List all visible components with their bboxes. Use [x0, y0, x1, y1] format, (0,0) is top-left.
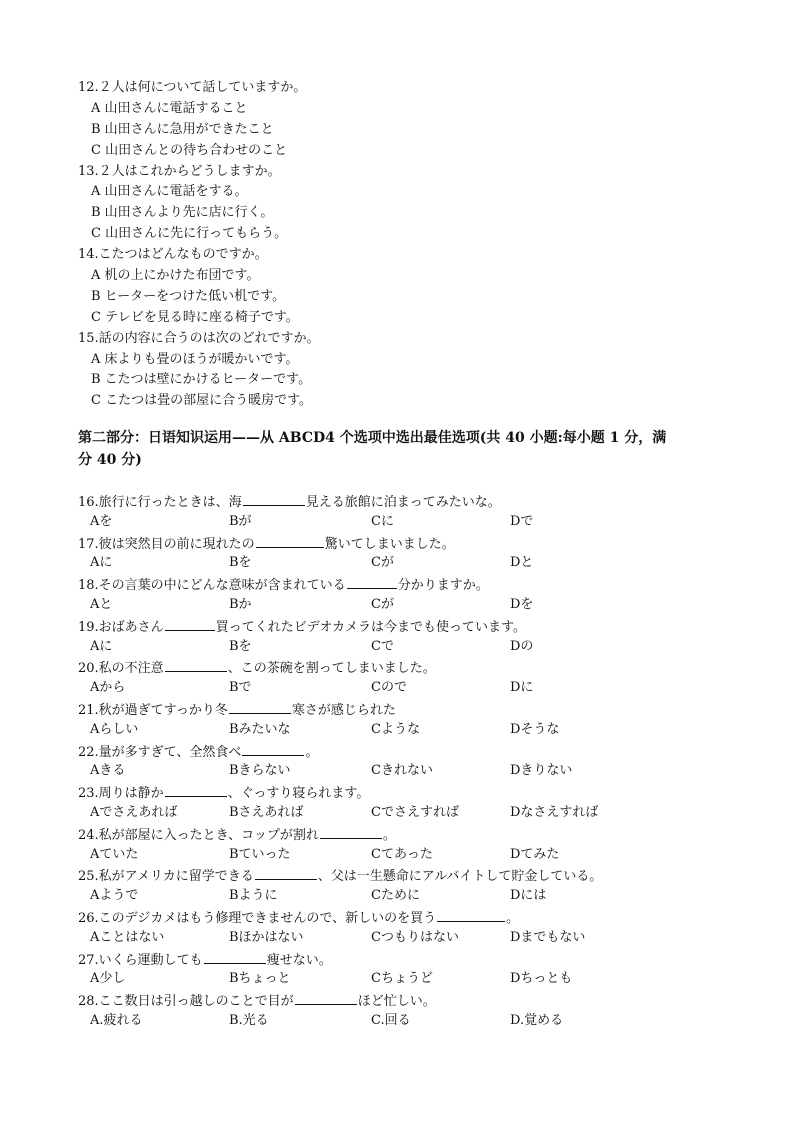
- choice-a: Aらしい: [90, 721, 139, 737]
- option-b: B ヒーターをつけた低い机です。: [91, 288, 286, 304]
- choice-c: Cでさえすれば: [371, 804, 459, 820]
- answer-blank: [165, 616, 215, 631]
- choice-d: Dまでもない: [510, 929, 586, 945]
- answer-blank: [320, 824, 382, 839]
- section-heading: [78, 427, 718, 471]
- choice-b: Bで: [229, 680, 252, 696]
- choice-row: [78, 761, 738, 782]
- option-a: A 机の上にかけた布団です。: [91, 268, 260, 284]
- choice-row: [78, 720, 738, 741]
- choice-d: Dそうな: [510, 721, 560, 737]
- choice-c: C.回る: [371, 1012, 411, 1028]
- choice-d: Dなさえすれば: [510, 804, 599, 820]
- choice-d: Dで: [510, 513, 534, 529]
- choice-c: Cために: [371, 888, 420, 904]
- choice-b: Bちょっと: [229, 971, 291, 987]
- choice-d: D.覚める: [510, 1012, 564, 1028]
- question-stem: 13.２人はこれからどうしますか。: [78, 163, 281, 179]
- choice-b: Bほかはない: [229, 929, 304, 945]
- answer-blank: [165, 657, 227, 672]
- choice-b: Bを: [229, 638, 252, 654]
- question-stem: 15.話の内容に合うのは次のどれですか。: [78, 330, 320, 346]
- choice-row: [78, 928, 738, 949]
- question-stem: 24.私が部屋に入ったとき、コップが割れ 。: [78, 824, 738, 845]
- section-title-line2: 分 40 分): [78, 452, 142, 468]
- question-stem: 21.秋が過ぎてすっかり冬 寒さが感じられた: [78, 699, 738, 720]
- question-stem: 22.量が多すぎて、全然食べ 。: [78, 741, 738, 762]
- answer-blank: [256, 533, 324, 548]
- choice-row: [78, 678, 738, 699]
- answer-blank: [295, 990, 357, 1005]
- choice-b: Bさえあれば: [229, 804, 304, 820]
- choice-row: [78, 1011, 738, 1032]
- option-c: C 山田さんに先に行ってもらう。: [91, 226, 288, 242]
- choice-row: [78, 803, 738, 824]
- question-stem: 27.いくら運動しても 痩せない。: [78, 949, 738, 970]
- choice-c: Cような: [371, 721, 420, 737]
- choice-a: Aから: [90, 680, 126, 696]
- choice-a: Aに: [90, 555, 113, 571]
- answer-blank: [243, 491, 305, 506]
- choice-row: [78, 595, 738, 616]
- choice-c: Cに: [371, 513, 394, 529]
- grammar-questions: [78, 491, 738, 1032]
- question-stem: 14.こたつはどんなものですか。: [78, 247, 268, 263]
- choice-a: Aていた: [90, 846, 139, 862]
- choice-b: Bを: [229, 555, 252, 571]
- choice-c: Cで: [371, 638, 394, 654]
- choice-a: Aようで: [90, 888, 139, 904]
- option-b: B 山田さんに急用ができたこと: [91, 121, 274, 137]
- choice-d: Dを: [510, 596, 534, 612]
- choice-d: Dてみた: [510, 846, 560, 862]
- section-title-line1: 第二部分：日语知识运用——从 ABCD4 个选项中选出最佳选项(共 40 小题:每小题 1 分，满: [78, 430, 667, 446]
- option-b: B 山田さんより先に店に行く。: [91, 205, 274, 221]
- choice-c: Cが: [371, 596, 394, 612]
- option-a: A 床よりも畳のほうが暖かいです。: [91, 351, 299, 367]
- option-a: A 山田さんに電話をする。: [91, 184, 248, 200]
- question-stem: 18.その言葉の中にどんな意味が含まれている 分かりますか。: [78, 574, 738, 595]
- option-a: A 山田さんに電話すること: [91, 100, 248, 116]
- choice-a: Aきる: [90, 763, 126, 779]
- choice-a: Aでさえあれば: [90, 804, 178, 820]
- choice-a: A.疲れる: [90, 1012, 143, 1028]
- choice-d: Dちっとも: [510, 971, 573, 987]
- choice-c: Cきれない: [371, 763, 433, 779]
- question-stem: 20.私の不注意 、この茶碗を割ってしまいました。: [78, 657, 738, 678]
- choice-a: A少し: [90, 971, 126, 987]
- choice-c: Cので: [371, 680, 407, 696]
- choice-c: Cちょうど: [371, 971, 433, 987]
- question-stem: 19.おばあさん 買ってくれたビデオカメラは今までも使っています。: [78, 616, 738, 637]
- choice-b: Bが: [229, 513, 252, 529]
- question-stem: 17.彼は突然目の前に現れたの 驚いてしまいました。: [78, 533, 738, 554]
- answer-blank: [437, 907, 505, 922]
- choice-a: Aと: [90, 596, 113, 612]
- choice-c: Cてあった: [371, 846, 433, 862]
- answer-blank: [229, 699, 291, 714]
- option-c: C 山田さんとの待ち合わせのこと: [91, 142, 288, 158]
- listening-questions: [78, 78, 738, 412]
- question-stem: 26.このデジカメはもう修理できませんので、新しいのを買う 。: [78, 907, 738, 928]
- choice-d: Dの: [510, 638, 534, 654]
- answer-blank: [204, 949, 266, 964]
- choice-row: [78, 969, 738, 990]
- choice-a: Aに: [90, 638, 113, 654]
- choice-d: Dと: [510, 555, 534, 571]
- question-stem: 28.ここ数日は引っ越しのことで目が ほど忙しい。: [78, 990, 738, 1011]
- choice-b: Bか: [229, 596, 252, 612]
- option-b: B こたつは壁にかけるヒーターです。: [91, 372, 312, 388]
- choice-b: Bきらない: [229, 763, 291, 779]
- choice-c: Cつもりはない: [371, 929, 459, 945]
- choice-row: [78, 512, 738, 533]
- choice-d: Dに: [510, 680, 534, 696]
- answer-blank: [255, 865, 317, 880]
- answer-blank: [165, 782, 227, 797]
- choice-a: Aことはない: [90, 929, 165, 945]
- answer-blank: [347, 574, 397, 589]
- choice-row: [78, 553, 738, 574]
- choice-a: Aを: [90, 513, 113, 529]
- question-stem: 25.私がアメリカに留学できる 、父は一生懸命にアルバイトして貯金している。: [78, 865, 738, 886]
- choice-d: Dには: [510, 888, 547, 904]
- choice-row: [78, 637, 738, 658]
- choice-row: [78, 886, 738, 907]
- option-c: C テレビを見る時に座る椅子です。: [91, 309, 299, 325]
- option-c: C こたつは畳の部屋に合う暖房です。: [91, 393, 313, 409]
- choice-b: Bみたいな: [229, 721, 291, 737]
- choice-c: Cが: [371, 555, 394, 571]
- question-stem: 16.旅行に行ったときは、海 見える旅館に泊まってみたいな。: [78, 491, 738, 512]
- choice-b: Bていった: [229, 846, 291, 862]
- answer-blank: [242, 741, 304, 756]
- question-stem: 12.２人は何について話していますか。: [78, 80, 307, 95]
- choice-b: Bように: [229, 888, 278, 904]
- choice-row: [78, 845, 738, 866]
- choice-b: B.光る: [229, 1012, 269, 1028]
- choice-d: Dきりない: [510, 763, 573, 779]
- question-stem: 23.周りは静か 、ぐっすり寝られます。: [78, 782, 738, 803]
